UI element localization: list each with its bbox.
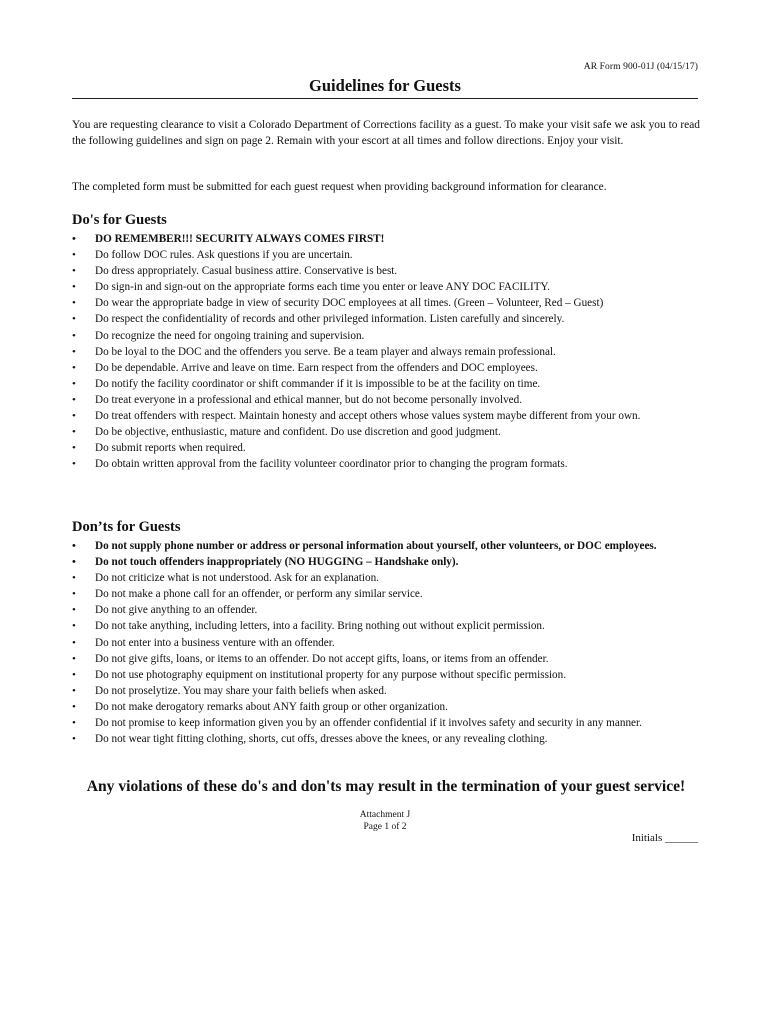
list-item: • Do not criticize what is not understood. Ask for an explanation.	[72, 570, 700, 586]
list-item: • Do not enter into a business venture with an offender.	[72, 635, 700, 651]
list-item: • Do sign-in and sign-out on the appropriate forms each time you enter or leave ANY DOC FACILITY.	[72, 279, 700, 295]
violation-warning: Any violations of these do's and don'ts may result in the termination of your guest service!	[86, 778, 686, 795]
list-item: • Do not wear tight fitting clothing, shorts, cut offs, dresses above the knees, or any revealing clothing.	[72, 731, 700, 747]
list-item: • Do notify the facility coordinator or shift commander if it is impossible to be at the facility on time.	[72, 376, 700, 392]
list-item: • Do not touch offenders inappropriately (NO HUGGING – Handshake only).	[72, 554, 700, 570]
list-item: • Do treat everyone in a professional and ethical manner, but do not become personally involved.	[72, 392, 700, 408]
list-item: • Do obtain written approval from the facility volunteer coordinator prior to changing the program formats.	[72, 456, 700, 472]
intro-paragraph: You are requesting clearance to visit a Colorado Department of Corrections facility as a guest. To make your visit safe we ask you to read the following guidelines and sign on page 2. Remain with your escort at all times and follow directions. Enjoy your visit.	[72, 119, 700, 147]
list-item: • Do recognize the need for ongoing training and supervision.	[72, 328, 700, 344]
submission-note: The completed form must be submitted for each guest request when providing background information for clearance.	[72, 181, 607, 193]
list-item: • Do not give gifts, loans, or items to an offender. Do not accept gifts, loans, or items from an offender.	[72, 651, 700, 667]
list-item: • Do submit reports when required.	[72, 440, 700, 456]
list-item: • Do be loyal to the DOC and the offenders you serve. Be a team player and always remain professional.	[72, 344, 700, 360]
page-number: Page 1 of 2	[363, 822, 407, 832]
list-item: • Do not make derogatory remarks about ANY faith group or other organization.	[72, 699, 700, 715]
list-item: • Do not promise to keep information given you by an offender confidential if it involves safety and security in any manner.	[72, 715, 700, 731]
list-item: • Do be objective, enthusiastic, mature and confident. Do use discretion and good judgment.	[72, 424, 700, 440]
list-item: • Do not proselytize. You may share your faith beliefs when asked.	[72, 683, 700, 699]
attachment-label	[285, 809, 485, 833]
donts-heading: Don’ts for Guests	[72, 519, 181, 535]
list-item: • Do not supply phone number or address or personal information about yourself, other volunteers, or DOC employees.	[72, 538, 700, 554]
donts-list	[72, 538, 700, 747]
page-title: Guidelines for Guests	[72, 76, 698, 99]
list-item: • Do not use photography equipment on institutional property for any purpose without specific permission.	[72, 667, 700, 683]
dos-list	[72, 231, 700, 472]
list-item: • Do not take anything, including letters, into a facility. Bring nothing out without explicit permission.	[72, 618, 700, 634]
list-item: • Do dress appropriately. Casual business attire. Conservative is best.	[72, 263, 700, 279]
list-item: • DO REMEMBER!!! SECURITY ALWAYS COMES FIRST!	[72, 231, 700, 247]
list-item: • Do respect the confidentiality of records and other privileged information. Listen carefully and sincerely.	[72, 311, 700, 327]
list-item: • Do not give anything to an offender.	[72, 602, 700, 618]
list-item: • Do wear the appropriate badge in view of security DOC employees at all times. (Green – Volunteer, Red – Guest)	[72, 295, 700, 311]
list-item: • Do follow DOC rules. Ask questions if you are uncertain.	[72, 247, 700, 263]
list-item: • Do be dependable. Arrive and leave on time. Earn respect from the offenders and DOC employees.	[72, 360, 700, 376]
list-item: • Do treat offenders with respect. Maintain honesty and accept others whose values system maybe different from your own.	[72, 408, 700, 424]
list-item: • Do not make a phone call for an offender, or perform any similar service.	[72, 586, 700, 602]
form-id: AR Form 900-01J (04/15/17)	[583, 62, 698, 72]
dos-heading: Do's for Guests	[72, 212, 167, 228]
initials-field[interactable]: Initials ______	[631, 832, 698, 844]
attachment-name: Attachment J	[359, 810, 411, 820]
